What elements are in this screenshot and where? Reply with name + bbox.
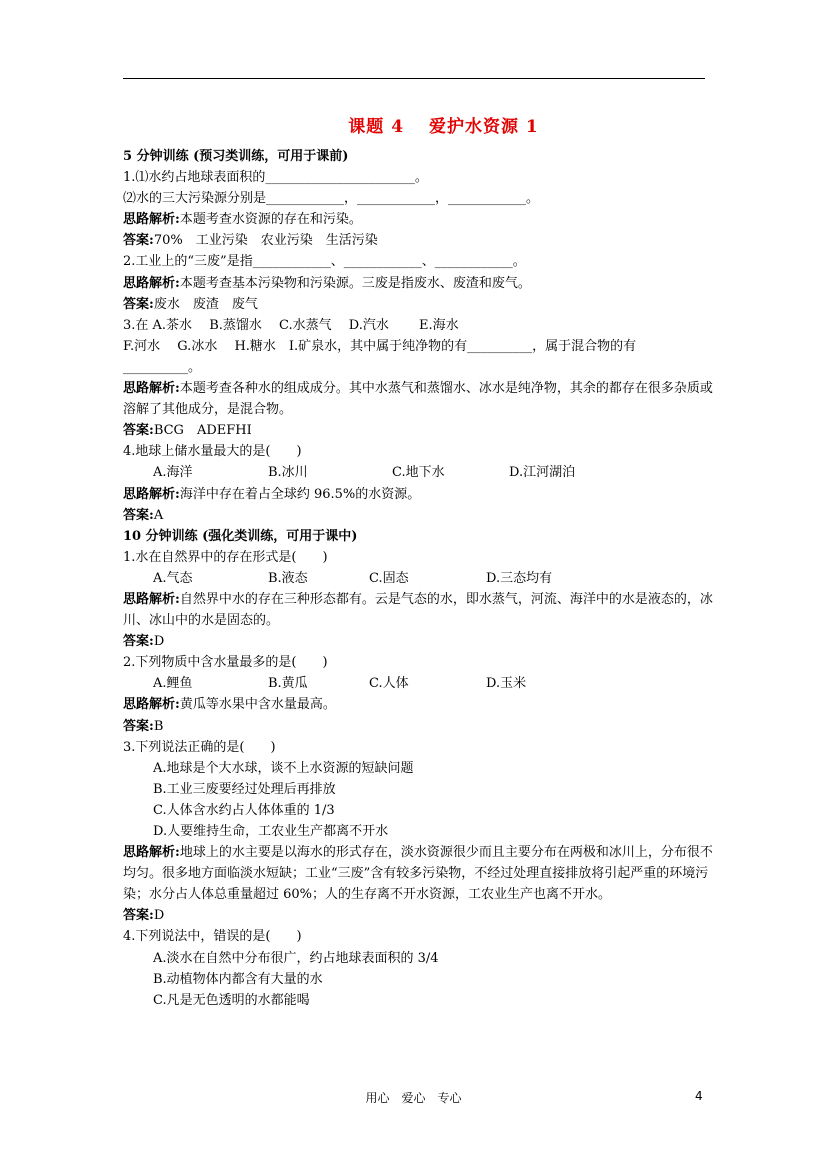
- option-a: A.海洋: [153, 465, 193, 481]
- p2-analysis: [123, 694, 723, 715]
- option-b: B.液态: [268, 570, 308, 586]
- answer-text: 废水 废渣 废气: [153, 296, 258, 312]
- p2-line-1: 2.下列物质中含水量最多的是( ): [123, 655, 328, 671]
- analysis-label: 思路解析:: [123, 486, 180, 502]
- section-heading-2: 10 分钟训练 (强化类训练，可用于课中): [123, 528, 358, 544]
- answer-text: D: [153, 634, 165, 650]
- option-c: C.地下水: [392, 465, 445, 481]
- p1-line-1: 1.水在自然界中的存在形式是( ): [123, 549, 328, 565]
- p3-option-d: D.人要维持生命，工农业生产都离不开水: [153, 824, 389, 839]
- p1-answer: [123, 631, 723, 652]
- p3-line-1: 3.下列说法正确的是( ): [123, 739, 276, 755]
- answer-label: 答案:: [123, 718, 154, 734]
- analysis-label: 思路解析:: [123, 212, 180, 228]
- p1-analysis: [123, 589, 723, 631]
- answer-text: BCG ADEFHI: [153, 423, 252, 439]
- answer-text: A: [153, 507, 164, 523]
- analysis-text: 本题考查各种水的组成成分。其中水蒸气和蒸馏水、冰水是纯净物，其余的都存在很多杂质或溶解了其他成分，是混合物。: [123, 381, 713, 418]
- page-title: 课题 4 爱护水资源 1: [348, 117, 539, 137]
- q4-answer: [123, 505, 723, 526]
- analysis-label: 思路解析:: [123, 591, 180, 607]
- answer-label: 答案:: [123, 908, 154, 924]
- p4-option-a: A.淡水在自然中分布很广，约占地球表面积的 3/4: [153, 950, 439, 966]
- q2-analysis: [123, 273, 723, 294]
- option-c: C.人体: [369, 676, 409, 692]
- q3-line-1: 3.在 A.茶水 B.蒸馏水 C.水蒸气 D.汽水 E.海水: [123, 317, 459, 333]
- option-d: D.江河湖泊: [509, 465, 576, 481]
- option-d: D.三态均有: [486, 570, 553, 586]
- p3-option-b: B.工业三废要经过处理后再排放: [153, 781, 336, 797]
- analysis-text: 地球上的水主要是以海水的形式存在，淡水资源很少而且主要分布在两极和冰川上，分布很不均匀。很多地方面临淡水短缺；工业“三废”含有较多污染物，不经过处理直接排放将引起严重的环境污染；水分占人体总重量超过 60%；人的生存离不开水资源，工农业生产也离不开水。: [123, 845, 713, 903]
- footer-motto: 用心 爱心 专心: [365, 1091, 462, 1105]
- answer-label: 答案:: [123, 634, 154, 650]
- q3-line-2: F.河水 G.冰水 H.糖水 I.矿泉水，其中属于纯净物的有__________，属于混合物的有: [123, 338, 637, 354]
- q4-options: [123, 462, 723, 483]
- option-c: C.固态: [369, 570, 409, 586]
- p1-options: [123, 568, 723, 589]
- analysis-text: 本题考查水资源的存在和污染。: [179, 212, 362, 228]
- answer-text: D: [153, 908, 165, 924]
- content: [123, 146, 723, 1011]
- answer-label: 答案:: [123, 233, 154, 249]
- q3-analysis: [123, 378, 723, 420]
- option-b: B.冰川: [268, 465, 308, 481]
- q4-analysis: [123, 484, 723, 505]
- p4-line-1: 4.下列说法中，错误的是( ): [123, 929, 302, 945]
- page-number: 4: [695, 1089, 703, 1103]
- p3-answer: [123, 905, 723, 926]
- answer-text: B: [153, 718, 164, 734]
- q1-answer: [123, 230, 723, 251]
- q2-line-1: 2.工业上的“三废”是指____________、____________、____________。: [123, 254, 526, 270]
- p4-option-c: C.凡是无色透明的水都能喝: [153, 992, 310, 1008]
- analysis-label: 思路解析:: [123, 845, 180, 861]
- analysis-label: 思路解析:: [123, 381, 180, 397]
- analysis-text: 自然界中水的存在三种形态都有。云是气态的水，即水蒸气，河流、海洋中的水是液态的，冰川、冰山中的水是固态的。: [123, 591, 713, 629]
- q3-line-3: __________。: [123, 359, 202, 375]
- q1-analysis: [123, 209, 723, 230]
- analysis-text: 本题考查基本污染物和污染源。三废是指废水、废渣和废气。: [179, 275, 531, 291]
- answer-label: 答案:: [123, 507, 154, 523]
- p3-analysis: [123, 842, 723, 905]
- analysis-label: 思路解析:: [123, 275, 180, 291]
- option-a: A.气态: [153, 570, 193, 586]
- p2-options: [123, 673, 723, 694]
- option-a: A.鲤鱼: [153, 676, 193, 692]
- q2-answer: [123, 294, 723, 315]
- section-heading-1: 5 分钟训练 (预习类训练，可用于课前): [123, 149, 349, 164]
- analysis-text: 海洋中存在着占全球约 96.5%的水资源。: [179, 486, 421, 502]
- p2-answer: [123, 716, 723, 737]
- analysis-label: 思路解析:: [123, 697, 180, 713]
- q3-answer: [123, 420, 723, 441]
- header-rule: [123, 78, 705, 79]
- analysis-text: 黄瓜等水果中含水量最高。: [179, 697, 336, 713]
- p3-option-a: A.地球是个大水球，谈不上水资源的短缺问题: [153, 760, 414, 776]
- option-d: D.玉米: [486, 676, 527, 692]
- q1-line-2: ⑵水的三大污染源分别是____________，____________，____________。: [123, 191, 540, 207]
- answer-label: 答案:: [123, 296, 154, 312]
- p3-option-c: C.人体含水约占人体体重的 1/3: [153, 802, 335, 818]
- p4-option-b: B.动植物体内都含有大量的水: [153, 971, 323, 987]
- option-b: B.黄瓜: [268, 676, 308, 692]
- q1-line-1: 1.⑴水约占地球表面积的_______________________。: [123, 170, 428, 186]
- answer-text: 70% 工业污染 农业污染 生活污染: [153, 233, 378, 249]
- q4-line-1: 4.地球上储水量最大的是( ): [123, 444, 302, 460]
- answer-label: 答案:: [123, 423, 154, 439]
